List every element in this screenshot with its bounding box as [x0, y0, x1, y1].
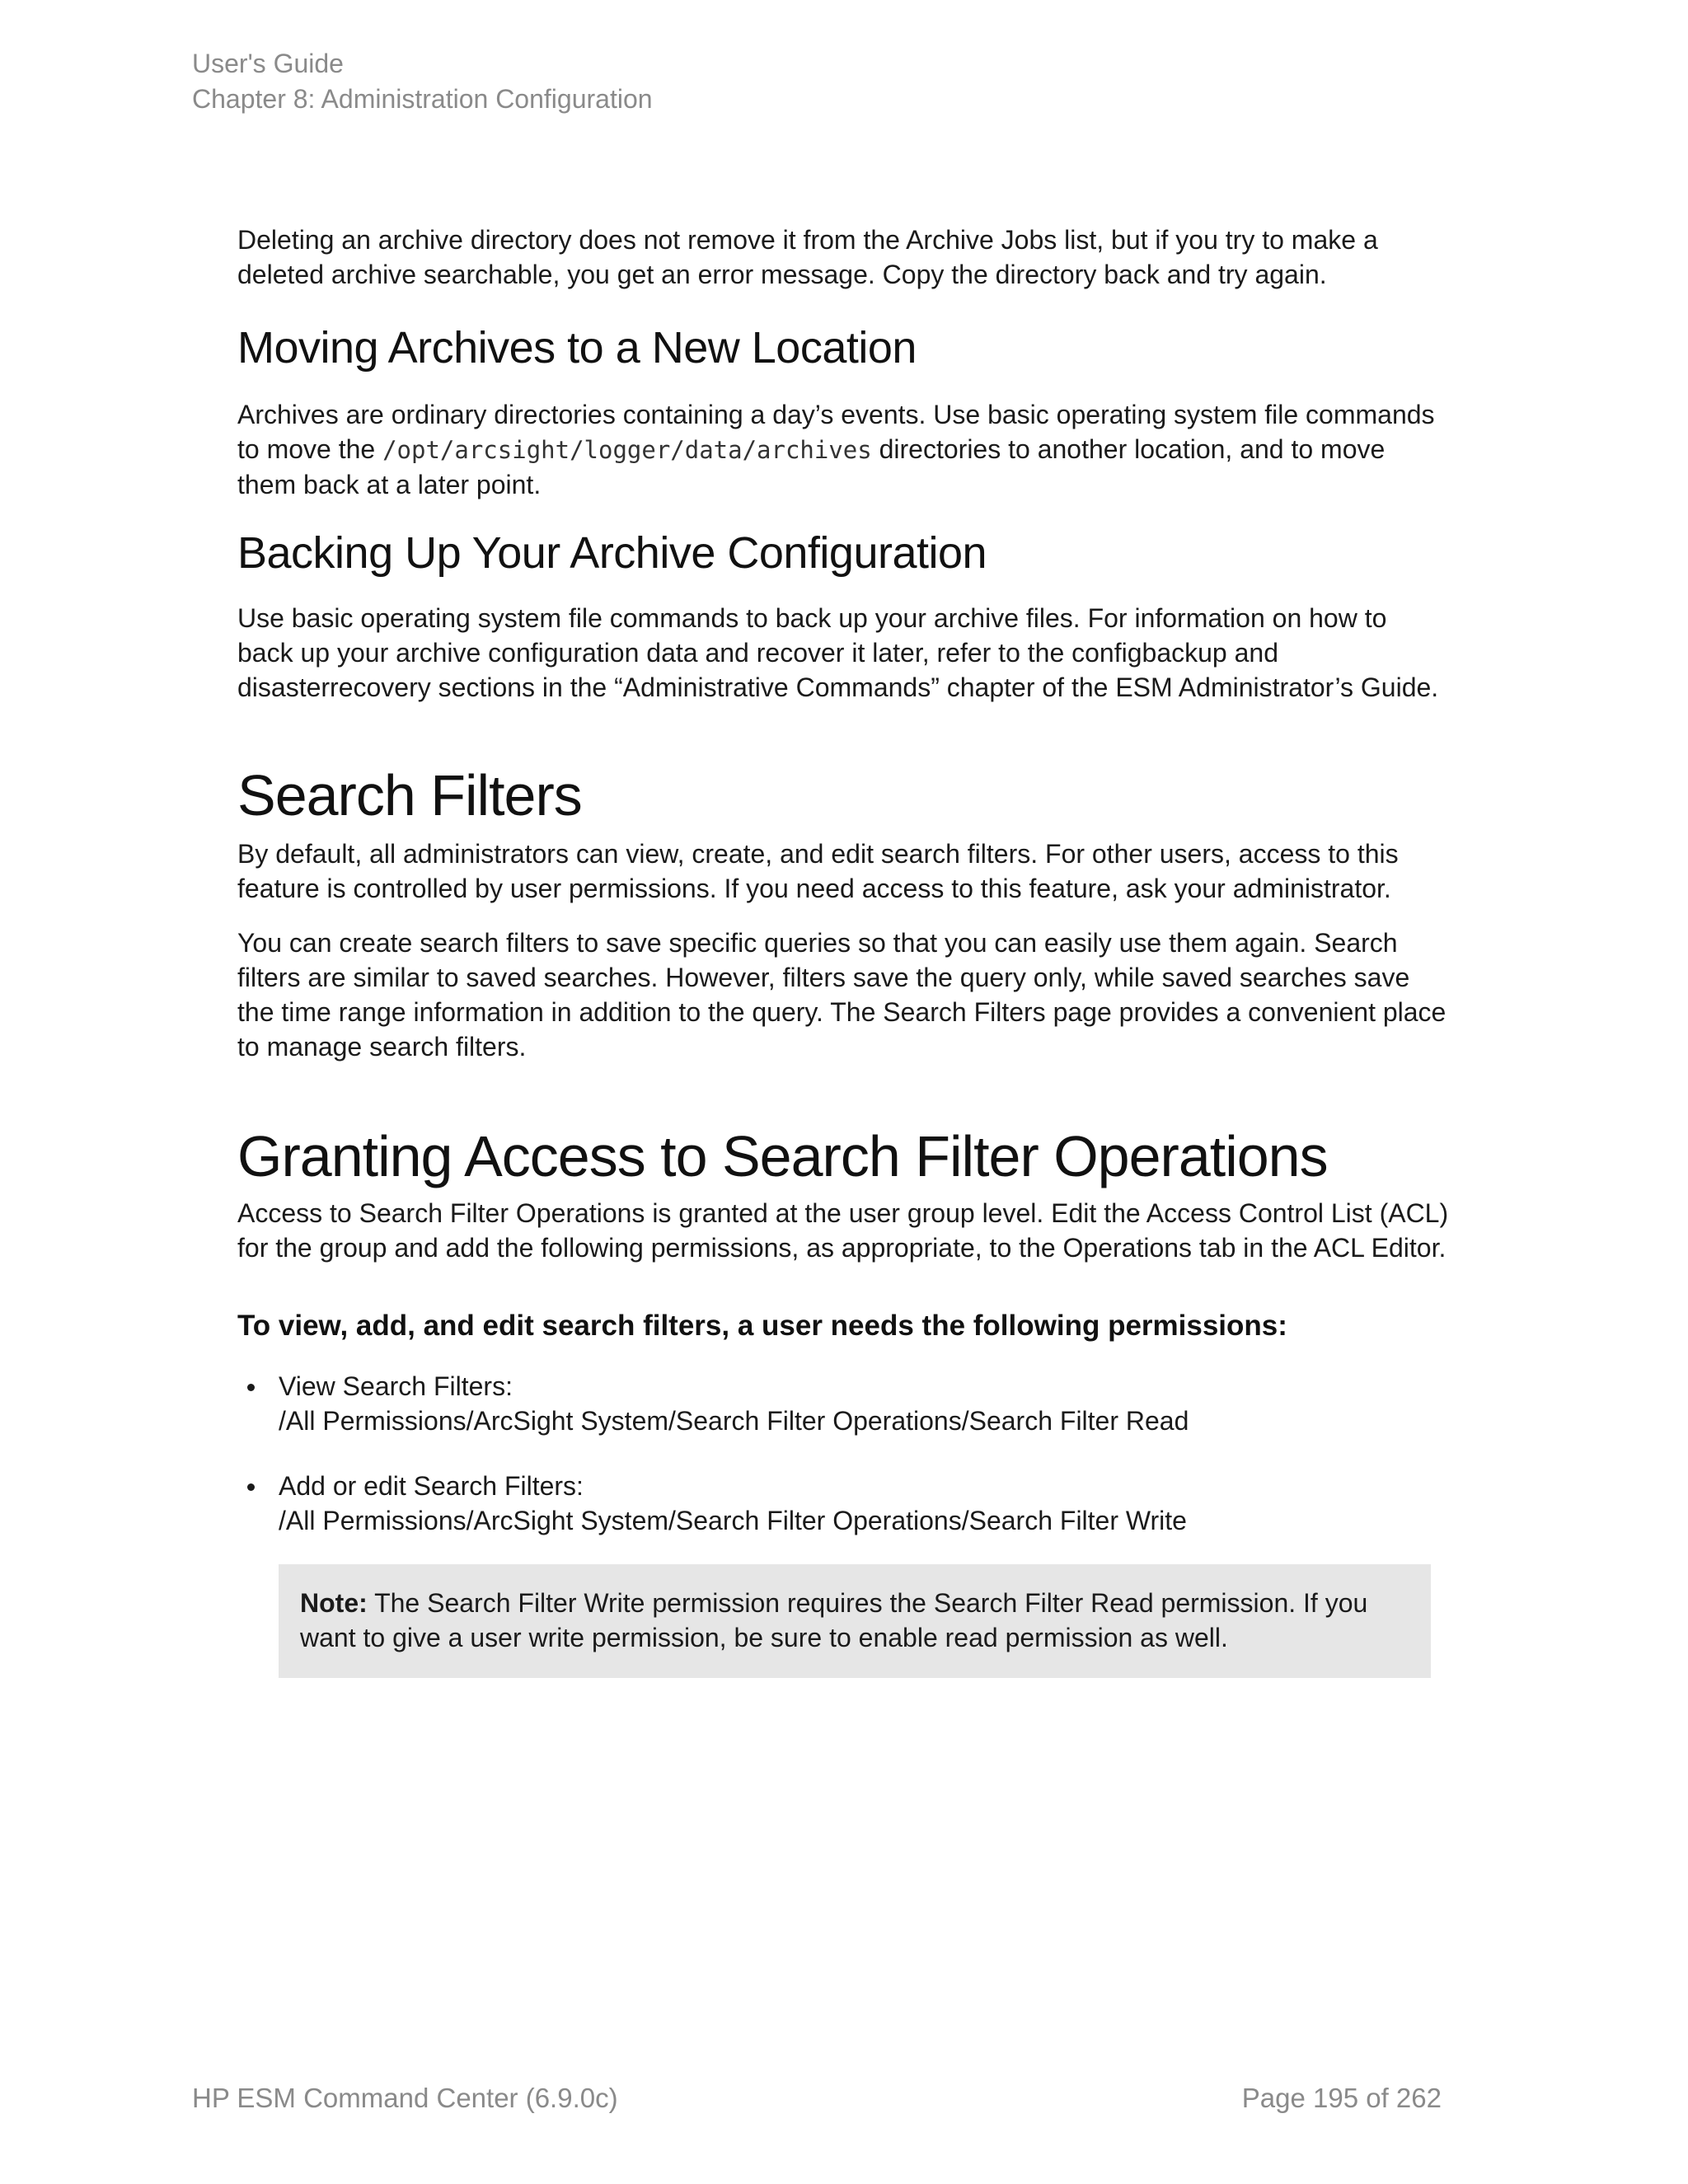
- backing-up-heading: Backing Up Your Archive Configuration: [237, 528, 987, 578]
- permission-label: View Search Filters:: [279, 1371, 513, 1401]
- note-label: Note:: [300, 1588, 368, 1618]
- list-item: [237, 1469, 1449, 1538]
- search-filters-paragraph-2: You can create search filters to save specific queries so that you can easily use them again. Search filters are similar to saved searches. However, filters save the query only, while saved searches save the time range information in addition to the query. The Search Filters page provides a convenient place to manage search filters.: [237, 928, 1447, 1062]
- search-filters-heading: Search Filters: [237, 763, 582, 827]
- permission-path: /All Permissions/ArcSight System/Search Filter Operations/Search Filter Read: [279, 1406, 1189, 1436]
- intro-paragraph: Deleting an archive directory does not remove it from the Archive Jobs list, but if you try to make a deleted archive searchable, you get an error message. Copy the directory back and try again.: [237, 225, 1378, 289]
- note-text: [300, 1586, 1409, 1655]
- moving-archives-heading: Moving Archives to a New Location: [237, 323, 917, 373]
- granting-access-heading: Granting Access to Search Filter Operations: [237, 1124, 1328, 1188]
- moving-text-before: Archives are ordinary directories containing a day’s events. Use basic operating system file commands to move the: [237, 400, 1435, 464]
- search-filters-paragraph-1: By default, all administrators can view, create, and edit search filters. For other users, access to this feature is controlled by user permissions. If you need access to this feature, ask your administrator.: [237, 839, 1399, 903]
- footer-page-number: Page 195 of 262: [1241, 2083, 1442, 2113]
- backing-up-paragraph: Use basic operating system file commands to back up your archive files. For information on how to back up your archive configuration data and recover it later, refer to the configbackup and disasterrecovery sections in the “Administrative Commands” chapter of the ESM Administrator’s Guide.: [237, 603, 1439, 702]
- bullet-icon: [247, 1384, 255, 1391]
- running-header: [192, 46, 653, 117]
- note-box: [279, 1564, 1431, 1678]
- permissions-subheading: To view, add, and edit search filters, a user needs the following permissions:: [237, 1310, 1287, 1342]
- granting-access-paragraph: Access to Search Filter Operations is granted at the user group level. Edit the Access Control List (ACL) for the group and add the following permissions, as appropriate, to the Operations tab in the ACL Editor.: [237, 1198, 1449, 1263]
- footer-product: HP ESM Command Center (6.9.0c): [192, 2083, 618, 2113]
- bullet-icon: [247, 1483, 255, 1491]
- permission-label: Add or edit Search Filters:: [279, 1471, 584, 1501]
- page-content: [237, 223, 1449, 1678]
- chapter-title: Chapter 8: Administration Configuration: [192, 84, 653, 114]
- list-item: [237, 1369, 1449, 1438]
- note-body: The Search Filter Write permission requires the Search Filter Read permission. If you want to give a user write permission, be sure to enable read permission as well.: [300, 1588, 1368, 1652]
- permission-path: /All Permissions/ArcSight System/Search Filter Operations/Search Filter Write: [279, 1506, 1187, 1535]
- permissions-list: [237, 1369, 1449, 1538]
- moving-text-after: directories to another location, and to move them back at a later point.: [237, 434, 1386, 499]
- archives-path: /opt/arcsight/logger/data/archives: [382, 436, 872, 464]
- moving-archives-paragraph: [237, 397, 1449, 502]
- doc-title: User's Guide: [192, 49, 344, 78]
